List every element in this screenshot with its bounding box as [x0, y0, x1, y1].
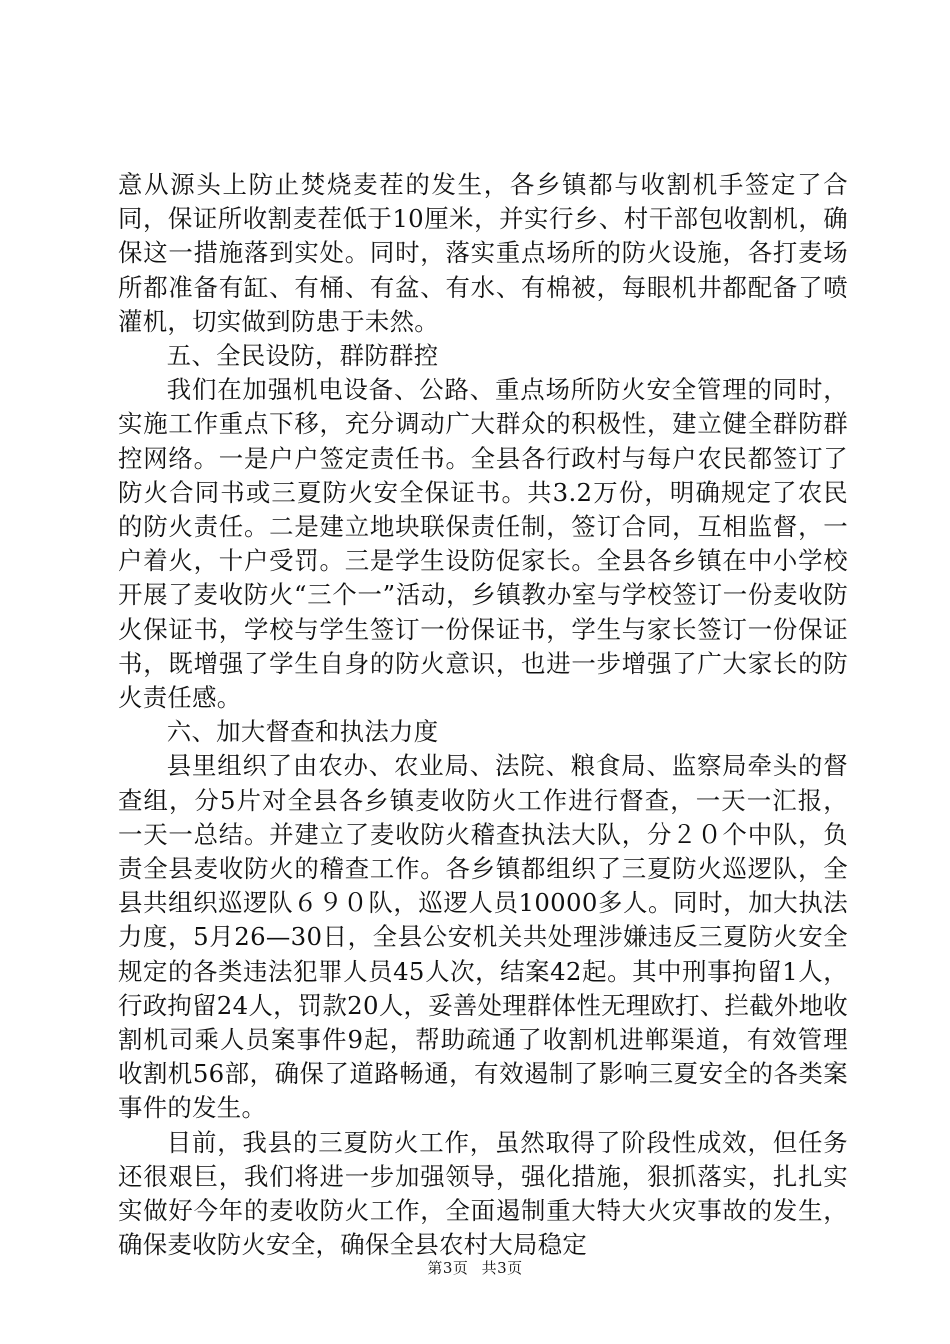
page-number: 第3页 [427, 1259, 469, 1277]
section-heading-6: 六、加大督查和执法力度 [166, 717, 439, 747]
paragraph-mass-prevention: 我们在加强机电设备、公路、重点场所防火安全管理的同时，实施工作重点下移，充分调动广大群众的积极性，建立健全群防群控网络。一是户户签定责任书。全县各行政村与每户农民都签订了防火合同书或三夏防火安全保证书。共3.2万份，明确规定了农民的防火责任。二是建立地块联保责任制，签订合同，互相监督，一户着火，十户受罚。三是学生设防促家长。全县各乡镇在中小学校开展了麦收防火“三个一”活动，乡镇教办室与学校签订一份麦收防火保证书，学校与学生签订一份保证书，学生与家长签订一份保证书，既增强了学生自身的防火意识，也进一步增强了广大家长的防火责任感。 [118, 375, 848, 713]
document-body [118, 168, 848, 1263]
section-heading-5: 五、全民设防，群防群控 [166, 341, 439, 371]
paragraph-continuation: 意从源头上防止焚烧麦茬的发生，各乡镇都与收割机手签定了合同，保证所收割麦茬低于10厘米，并实行乡、村干部包收割机，确保这一措施落到实处。同时，落实重点场所的防火设施，各打麦场所都准备有缸、有桶、有盆、有水、有棉被，每眼机井都配备了喷灌机，切实做到防患于未然。 [118, 170, 848, 336]
paragraph-conclusion: 目前，我县的三夏防火工作，虽然取得了阶段性成效，但任务还很艰巨，我们将进一步加强领导，强化措施，狠抓落实，扎扎实实做好今年的麦收防火工作，全面遏制重大特大火灾事故的发生，确保麦收防火安全，确保全县农村大局稳定 [118, 1127, 848, 1260]
page-footer [0, 1258, 950, 1278]
paragraph-supervision-enforcement: 县里组织了由农办、农业局、法院、粮食局、监察局牵头的督查组，分5片对全县各乡镇麦收防火工作进行督查，一天一汇报，一天一总结。并建立了麦收防火稽查执法大队，分２０个中队，负责全县麦收防火的稽查工作。各乡镇都组织了三夏防火巡逻队，全县共组织巡逻队６９０队，巡逻人员10000多人。同时，加大执法力度，5月26—30日，全县公安机关共处理涉嫌违反三夏防火安全规定的各类违法犯罪人员45人次，结案42起。其中刑事拘留1人，行政拘留24人，罚款20人，妥善处理群体性无理欧打、拦截外地收割机司乘人员案事件9起，帮助疏通了收割机进郸渠道，有效管理收割机56部，确保了道路畅通，有效遏制了影响三夏安全的各类案事件的发生。 [118, 751, 848, 1123]
page-total: 共3页 [481, 1259, 523, 1277]
